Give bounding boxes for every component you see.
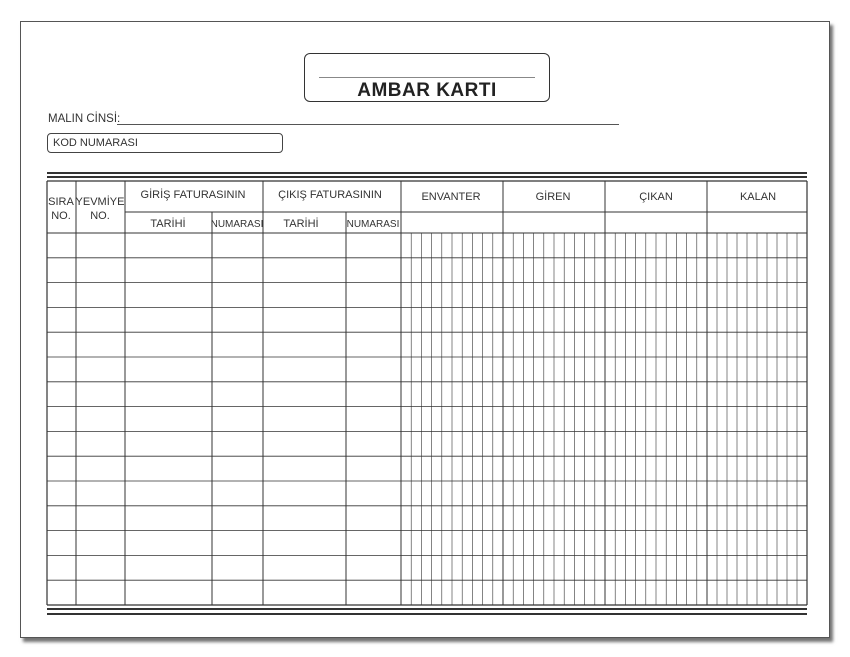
header-cikis-tarihi: TARİHİ (283, 218, 319, 230)
kod-numarasi-field[interactable]: KOD NUMARASI (47, 133, 283, 153)
bottom-double-rule-1 (47, 608, 807, 610)
header-cikis-numarasi: NUMARASI (346, 219, 400, 230)
header-kalan: KALAN (739, 191, 777, 203)
header-giris-numarasi: NUMARASI (210, 219, 264, 230)
header-cikan: ÇIKAN (639, 191, 673, 203)
header-cikis-faturasinin: ÇIKIŞ FATURASININ (278, 189, 382, 201)
header-giris-tarihi: TARİHİ (150, 218, 186, 230)
header-sira-no: NO. (51, 210, 71, 222)
header-envanter: ENVANTER (421, 191, 481, 203)
header-yevmiye: YEVMİYE (75, 196, 125, 208)
header-sira: SIRA (48, 196, 74, 208)
table-grid-lines (47, 181, 807, 605)
malin-cinsi-label: MALIN CİNSİ: (48, 113, 121, 125)
header-yevmiye-no: NO. (90, 210, 110, 222)
header-giren: GİREN (535, 191, 571, 203)
header-giris-faturasinin: GİRİŞ FATURASININ (140, 189, 246, 201)
bottom-double-rule-2 (47, 613, 807, 615)
form-title: AMBAR KARTI (357, 80, 497, 101)
